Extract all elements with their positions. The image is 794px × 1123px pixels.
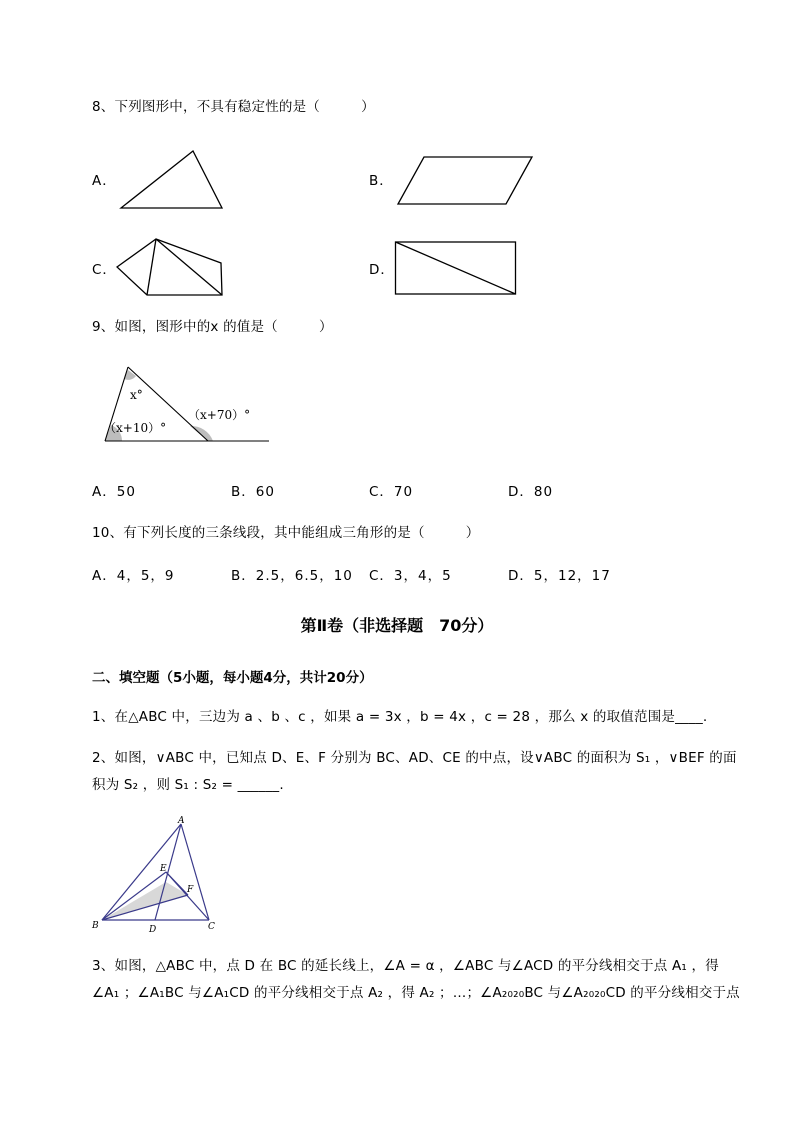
q8-option-c-label: C．	[92, 262, 117, 278]
q8-option-d-rectangle-figure	[394, 240, 518, 296]
fill2-point-c-label: C	[208, 922, 215, 932]
q9-left-angle-label: （x+10）°	[104, 421, 167, 435]
q9-exterior-angle-label: （x+70）°	[188, 408, 251, 422]
q9-option-a: A．50	[92, 484, 136, 500]
q8-option-b-parallelogram-figure	[396, 154, 536, 208]
q9-option-d: D．80	[508, 484, 554, 500]
q10-option-a: A．4，5，9	[92, 568, 175, 584]
section-title: 第Ⅱ卷（非选择题 70分）	[300, 616, 494, 635]
fill2-point-b-label: B	[92, 921, 99, 931]
q10-option-c: C．3，4，5	[369, 568, 452, 584]
fill2-triangle-figure	[88, 814, 228, 934]
q8-option-b-label: B．	[369, 173, 394, 189]
q8-option-c-triangulated-figure	[114, 236, 226, 298]
q8-option-d-label: D．	[369, 262, 395, 278]
q9-triangle-figure	[100, 362, 272, 446]
fill2-point-d-label: D	[149, 925, 157, 935]
fill3-line1: 3、如图，△ABC 中，点 D 在 BC 的延长线上，∠A = α ，∠ABC 与∠ACD 的平分线相交于点 A₁ ，得	[92, 958, 719, 974]
q8-option-a-triangle-figure	[118, 148, 228, 212]
fill2-point-e-label: E	[160, 864, 167, 874]
q8-stem: 8、下列图形中，不具有稳定性的是（ ）	[92, 99, 375, 115]
fill2-point-f-label: F	[187, 885, 194, 895]
q10-stem: 10、有下列长度的三条线段，其中能组成三角形的是（ ）	[92, 525, 480, 541]
fill1-text: 1、在△ABC 中，三边为 a 、b 、c ，如果 a = 3x ，b = 4x ，c = 28 ，那么 x 的取值范围是____.	[92, 709, 708, 725]
q9-top-angle-label: x°	[130, 388, 143, 402]
q10-option-d: D．5，12，17	[508, 568, 611, 584]
part-heading: 二、填空题（5小题，每小题4分，共计20分）	[92, 670, 373, 686]
q9-stem: 9、如图，图形中的x 的值是（ ）	[92, 319, 333, 335]
fill2-point-a-label: A	[178, 816, 185, 826]
q8-option-a-label: A．	[92, 173, 117, 189]
fill3-line2: ∠A₁ ；∠A₁BC 与∠A₁CD 的平分线相交于点 A₂ ，得 A₂ ；…；∠A₂₀₂₀BC 与∠A₂₀₂₀CD 的平分线相交于点	[92, 985, 740, 1001]
fill2-line2: 积为 S₂ ，则 S₁ : S₂ = ______.	[92, 777, 284, 793]
fill2-line1: 2、如图，∨ABC 中，已知点 D、E、F 分别为 BC、AD、CE 的中点，设∨ABC 的面积为 S₁ ，∨BEF 的面	[92, 750, 737, 766]
q9-option-b: B．60	[231, 484, 275, 500]
q9-option-c: C．70	[369, 484, 414, 500]
q10-option-b: B．2.5，6.5，10	[231, 568, 353, 584]
